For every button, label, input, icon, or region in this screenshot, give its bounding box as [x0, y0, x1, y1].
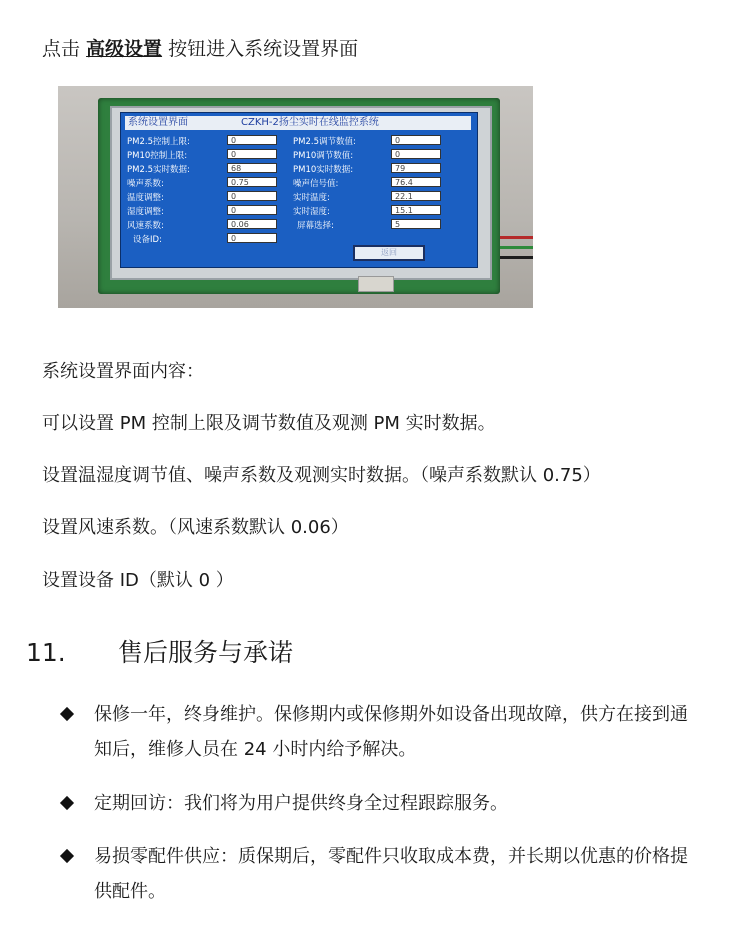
right-value-6[interactable]: 5 [391, 219, 441, 229]
right-value-4[interactable]: 22.1 [391, 191, 441, 201]
right-label-6: 屏幕选择: [297, 221, 334, 231]
intro-prefix: 点击 [42, 38, 87, 60]
content-line-4: 设置设备 ID（默认 0 ） [42, 570, 234, 591]
left-value-0[interactable]: 0 [227, 135, 277, 145]
bullet-item [60, 839, 700, 909]
left-value-3[interactable]: 0.75 [227, 177, 277, 187]
settings-screen [120, 112, 478, 268]
screen-title: 系统设置界面 [128, 117, 188, 128]
right-value-5[interactable]: 15.1 [391, 205, 441, 215]
left-value-4[interactable]: 0 [227, 191, 277, 201]
left-label-3: 噪声系数: [127, 179, 164, 189]
wire-green [498, 246, 533, 249]
bullet-text-3: 易损零配件供应：质保期后，零配件只收取成本费，并长期以优惠的价格提供配件。 [94, 846, 688, 902]
section-heading [26, 636, 293, 670]
bullet-text-2: 定期回访：我们将为用户提供终身全过程跟踪服务。 [94, 793, 508, 814]
left-label-0: PM2.5控制上限: [127, 137, 190, 147]
left-value-1[interactable]: 0 [227, 149, 277, 159]
section-title: 售后服务与承诺 [118, 638, 294, 667]
left-value-6[interactable]: 0.06 [227, 219, 277, 229]
left-label-1: PM10控制上限: [127, 151, 188, 161]
diamond-bullet-icon [60, 849, 74, 863]
back-button[interactable]: 返回 [353, 245, 425, 261]
left-label-7: 设备ID: [133, 235, 162, 245]
wire-black [498, 256, 533, 259]
right-value-1[interactable]: 0 [391, 149, 441, 159]
screen-title-bar [125, 116, 471, 130]
right-value-2[interactable]: 79 [391, 163, 441, 173]
left-label-4: 温度调整: [127, 193, 164, 203]
right-label-5: 实时湿度: [293, 207, 330, 217]
device-photo [58, 86, 533, 308]
bullet-item [60, 697, 700, 767]
right-label-3: 噪声信号值: [293, 179, 339, 189]
right-value-3[interactable]: 76.4 [391, 177, 441, 187]
bullet-item [60, 786, 700, 821]
left-label-6: 风速系数: [127, 221, 164, 231]
right-value-0[interactable]: 0 [391, 135, 441, 145]
section-number: 11. [26, 638, 66, 667]
left-value-7[interactable]: 0 [227, 233, 277, 243]
right-label-0: PM2.5调节数值: [293, 137, 356, 147]
intro-suffix: 按钮进入系统设置界面 [162, 38, 359, 60]
content-line-2: 设置温湿度调节值、噪声系数及观测实时数据。（噪声系数默认 0.75） [42, 465, 601, 486]
left-value-5[interactable]: 0 [227, 205, 277, 215]
content-line-3: 设置风速系数。（风速系数默认 0.06） [42, 517, 349, 538]
intro-line [42, 36, 358, 62]
wire-red [498, 236, 533, 239]
right-label-2: PM10实时数据: [293, 165, 354, 175]
advanced-settings-label: 高级设置 [86, 38, 163, 60]
left-label-5: 湿度调整: [127, 207, 164, 217]
diamond-bullet-icon [60, 796, 74, 810]
left-value-2[interactable]: 68 [227, 163, 277, 173]
right-label-1: PM10调节数值: [293, 151, 354, 161]
content-heading: 系统设置界面内容： [42, 361, 204, 382]
right-label-4: 实时温度: [293, 193, 330, 203]
diamond-bullet-icon [60, 707, 74, 721]
content-line-1: 可以设置 PM 控制上限及调节数值及观测 PM 实时数据。 [42, 413, 496, 434]
connector [358, 276, 394, 292]
left-label-2: PM2.5实时数据: [127, 165, 190, 175]
bullet-text-1: 保修一年，终身维护。保修期内或保修期外如设备出现故障，供方在接到通知后，维修人员在 24 小时内给予解决。 [94, 704, 688, 760]
system-name: CZKH-2扬尘实时在线监控系统 [241, 117, 379, 128]
